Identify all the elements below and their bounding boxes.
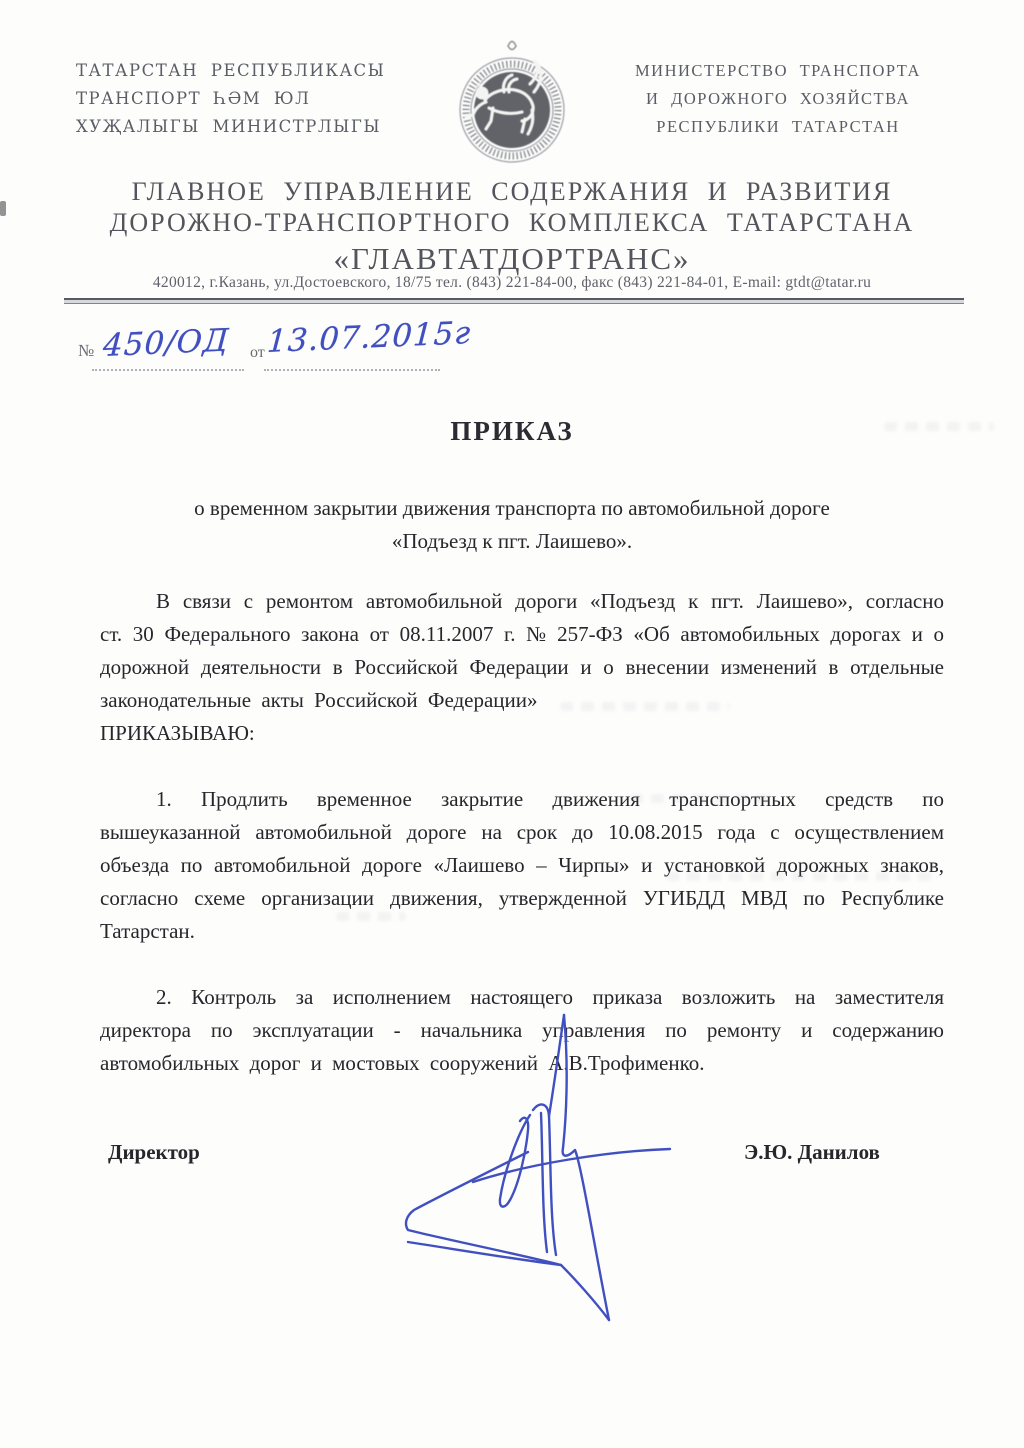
order-item-2: 2. Контроль за исполнением настоящего приказа возложить на заместителя директора по эксплуатации - начальника управления по ремонту и содержанию автомобильных дорог и мостовых сооружений А.В.Трофименко.	[100, 985, 944, 1075]
letterhead-line: ТРАНСПОРТ ҺӘМ ЮЛ	[76, 89, 311, 108]
scan-ghost-smudge	[666, 872, 936, 881]
date-dotted-line	[264, 369, 440, 371]
letterhead-org-name-tatar	[76, 57, 436, 141]
letterhead-line: ТАТАРСТАН РЕСПУБЛИКАСЫ	[76, 61, 386, 80]
signer-position-title: Директор	[108, 1140, 200, 1164]
contact-info-line: 420012, г.Казань, ул.Достоевского, 18/75 тел. (843) 221-84-00, факс (843) 221-84-01, E-mail: gtdt@tatar.ru	[152, 274, 872, 291]
director-signature	[368, 1002, 680, 1350]
department-line: ДОРОЖНО-ТРАНСПОРТНОГО КОМПЛЕКСА ТАТАРСТАНА	[109, 208, 915, 237]
scan-ghost-smudge	[336, 912, 406, 921]
department-short-name: «ГЛАВТАТДОРТРАНС»	[333, 241, 691, 276]
letterhead-divider-rule	[64, 298, 964, 304]
tatarstan-emblem-icon	[441, 34, 583, 180]
scan-ghost-smudge	[630, 794, 770, 803]
order-title: ПРИКАЗ	[450, 416, 574, 446]
handwritten-order-date: 13.07.2015г	[266, 314, 473, 360]
scan-artifact	[0, 201, 6, 216]
handwritten-order-number: 450/ОД	[102, 322, 231, 364]
order-item-1: 1. Продлить временное закрытие движения транспортных средств по вышеуказанной автомобильной дороге на срок до 10.08.2015 года с осуществлением объезда по автомобильной дороге «Лаишево – Чирпы» и установкой дорожных знаков, согласно схеме организации движения, утвержденной УГИБДД МВД по Республике Татарстан.	[100, 787, 944, 943]
signer-name: Э.Ю. Данилов	[744, 1140, 880, 1164]
number-dotted-line	[92, 369, 244, 371]
order-subject	[92, 492, 932, 558]
letterhead-line: И ДОРОЖНОГО ХОЗЯЙСТВА	[646, 89, 910, 108]
subject-line: о временном закрытии движения транспорта по автомобильной дороге	[194, 496, 830, 520]
number-label: №	[78, 341, 95, 360]
letterhead-org-name-russian	[606, 57, 950, 141]
department-title	[0, 176, 1024, 278]
department-line: ГЛАВНОЕ УПРАВЛЕНИЕ СОДЕРЖАНИЯ И РАЗВИТИЯ	[131, 177, 893, 206]
scan-ghost-smudge	[884, 422, 994, 431]
scan-ghost-smudge	[560, 702, 730, 711]
letterhead-line: МИНИСТЕРСТВО ТРАНСПОРТА	[635, 61, 921, 80]
resolve-word: ПРИКАЗЫВАЮ:	[100, 721, 255, 745]
subject-line: «Подъезд к пгт. Лаишево».	[391, 529, 633, 553]
date-label: от	[250, 344, 265, 361]
letterhead-line: ХУҖАЛЫГЫ МИНИСТРЛЫГЫ	[76, 117, 382, 136]
letterhead-line: РЕСПУБЛИКИ ТАТАРСТАН	[656, 117, 900, 136]
intro-paragraph: В связи с ремонтом автомобильной дороги «Подъезд к пгт. Лаишево», согласно ст. 30 Федерального закона от 08.11.2007 г. № 257-ФЗ «Об автомобильных дорогах и о дорожной деятельности в Российской Федерации и о внесении изменений в отдельные законодательные акты Российской Федерации»	[100, 589, 944, 712]
